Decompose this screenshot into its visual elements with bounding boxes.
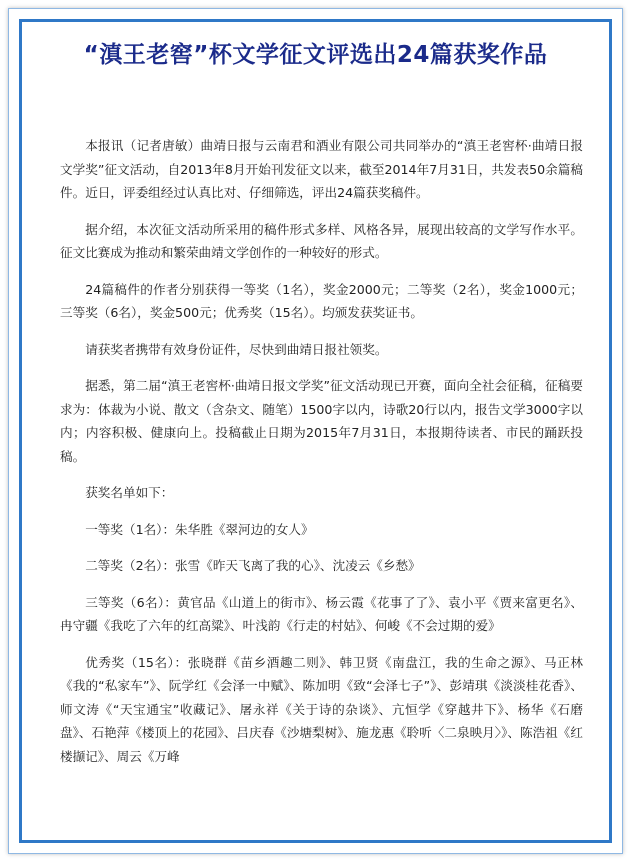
article-frame [19, 19, 612, 843]
page-frame [8, 8, 623, 854]
paragraph-second-contest: 据悉，第二届“滇王老窖杯·曲靖日报文学奖”征文活动现已开赛，面向全社会征稿，征稿要求为：体裁为小说、散文（含杂文、随笔）1500字以内，诗歌20行以内，报告文学3000字以内；内容积极、健康向上。投稿截止日期为2015年7月31日，本报期待读者、市民的踊跃投稿。 [60, 378, 583, 464]
paragraph-first-prize: 一等奖（1名）：朱华胜《翠河边的女人》 [85, 521, 314, 537]
paragraph-second-prize: 二等奖（2名）：张雪《昨天飞离了我的心》、沈凌云《乡愁》 [85, 558, 421, 573]
paragraph-prizes: 24篇稿件的作者分别获得一等奖（1名），奖金2000元；二等奖（2名），奖金1000元；三等奖（6名），奖金500元；优秀奖（15名）。均颁发获奖证书。 [60, 281, 583, 320]
paragraph-intro: 本报讯（记者唐敏）曲靖日报与云南君和酒业有限公司共同举办的“滇王老窖杯·曲靖日报文学奖”征文活动，自2013年8月开始刊发征文以来，截至2014年7月31日，共发表50余篇稿件。近日，评委组经过认真比对、仔细筛选，评出24篇获奖稿件。 [60, 138, 583, 200]
paragraph-overview: 据介绍，本次征文活动所采用的稿件形式多样、风格各异，展现出较高的文学写作水平。征文比赛成为推动和繁荣曲靖文学创作的一种较好的形式。 [60, 221, 583, 260]
article-body [60, 134, 583, 781]
paragraph-third-prize: 三等奖（6名）：黄官品《山道上的街市》、杨云霞《花事了了》、袁小平《贾来富更名》、冉守疆《我吃了六年的红高粱》、叶浅韵《行走的村姑》、何峻《不会过期的爱》 [60, 594, 583, 633]
article-title: “滇王老窖”杯文学征文评选出24篇获奖作品 [83, 42, 548, 68]
paragraph-list-heading: 获奖名单如下： [85, 485, 174, 500]
paragraph-collect: 请获奖者携带有效身份证件，尽快到曲靖日报社领奖。 [85, 341, 388, 357]
paragraph-excellence-prize: 优秀奖（15名）：张晓群《苗乡酒趣二则》、韩卫贤《南盘江，我的生命之源》、马正林《我的“私家车”》、阮学红《会泽一中赋》、陈加明《致“会泽七子”》、彭靖琪《淡淡桂花香》、师文涛《“天宝通宝”收藏记》、屠永祥《关于诗的杂谈》、亢恒学《穿越井下》、杨华《石磨盘》、石艳萍《楼顶上的花园》、吕庆春《沙塘梨树》、施龙惠《聆听〈二泉映月〉》、陈浩祖《红楼撷记》、周云《万峰 [60, 654, 583, 764]
